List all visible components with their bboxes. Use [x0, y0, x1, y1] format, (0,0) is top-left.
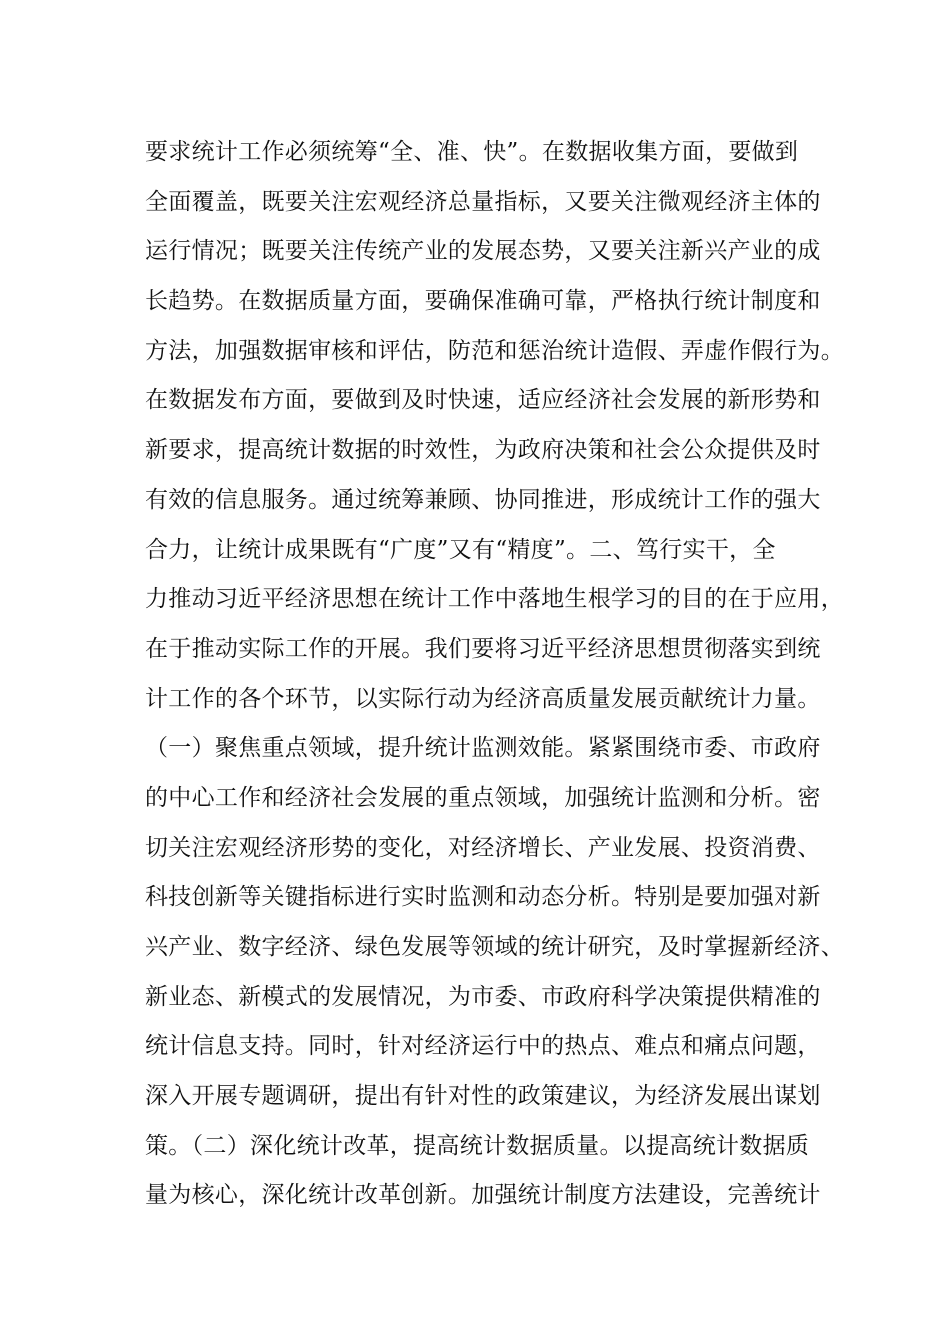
text-line: 有效的信息服务。通过统筹兼顾、协同推进，形成统计工作的强大: [145, 486, 821, 513]
text-line: 合力，让统计成果既有“广度”又有“精度”。二、笃行实干，全: [145, 536, 776, 563]
text-line: 的中心工作和经济社会发展的重点领域，加强统计监测和分析。密: [145, 784, 821, 811]
text-line: 要求统计工作必须统筹“全、准、快”。在数据收集方面，要做到: [145, 139, 799, 165]
text-line: 运行情况；既要关注传统产业的发展态势，又要关注新兴产业的成: [145, 238, 821, 265]
text-line: 新业态、新模式的发展情况，为市委、市政府科学决策提供精准的: [145, 983, 821, 1010]
text-line: 方法，加强数据审核和评估，防范和惩治统计造假、弄虚作假行为。: [145, 337, 844, 364]
text-line: 新要求，提高统计数据的时效性，为政府决策和社会公众提供及时: [145, 437, 821, 464]
text-line: 深入开展专题调研，提出有针对性的政策建议，为经济发展出谋划: [145, 1083, 821, 1110]
text-line: 在于推动实际工作的开展。我们要将习近平经济思想贯彻落实到统: [145, 635, 821, 662]
text-line: 切关注宏观经济形势的变化，对经济增长、产业发展、投资消费、: [145, 834, 821, 861]
body-text: [145, 134, 844, 1227]
text-line: 科技创新等关键指标进行实时监测和动态分析。特别是要加强对新: [145, 884, 821, 911]
text-line: 量为核心，深化统计改革创新。加强统计制度方法建设，完善统计: [145, 1182, 821, 1209]
text-line: 计工作的各个环节，以实际行动为经济高质量发展贡献统计力量。: [145, 685, 821, 712]
text-line: 全面覆盖，既要关注宏观经济总量指标，又要关注微观经济主体的: [145, 188, 821, 215]
text-line: 统计信息支持。同时，针对经济运行中的热点、难点和痛点问题，: [145, 1033, 821, 1060]
text-line: 长趋势。在数据质量方面，要确保准确可靠，严格执行统计制度和: [145, 288, 821, 315]
text-line: 力推动习近平经济思想在统计工作中落地生根学习的目的在于应用，: [145, 586, 844, 613]
text-line: 策。（二）深化统计改革，提高统计数据质量。以提高统计数据质: [145, 1132, 810, 1159]
text-line: （一）聚焦重点领域，提升统计监测效能。紧紧围绕市委、市政府: [145, 735, 821, 762]
text-line: 兴产业、数字经济、绿色发展等领域的统计研究，及时掌握新经济、: [145, 934, 844, 960]
text-line: 在数据发布方面，要做到及时快速，适应经济社会发展的新形势和: [145, 387, 821, 414]
